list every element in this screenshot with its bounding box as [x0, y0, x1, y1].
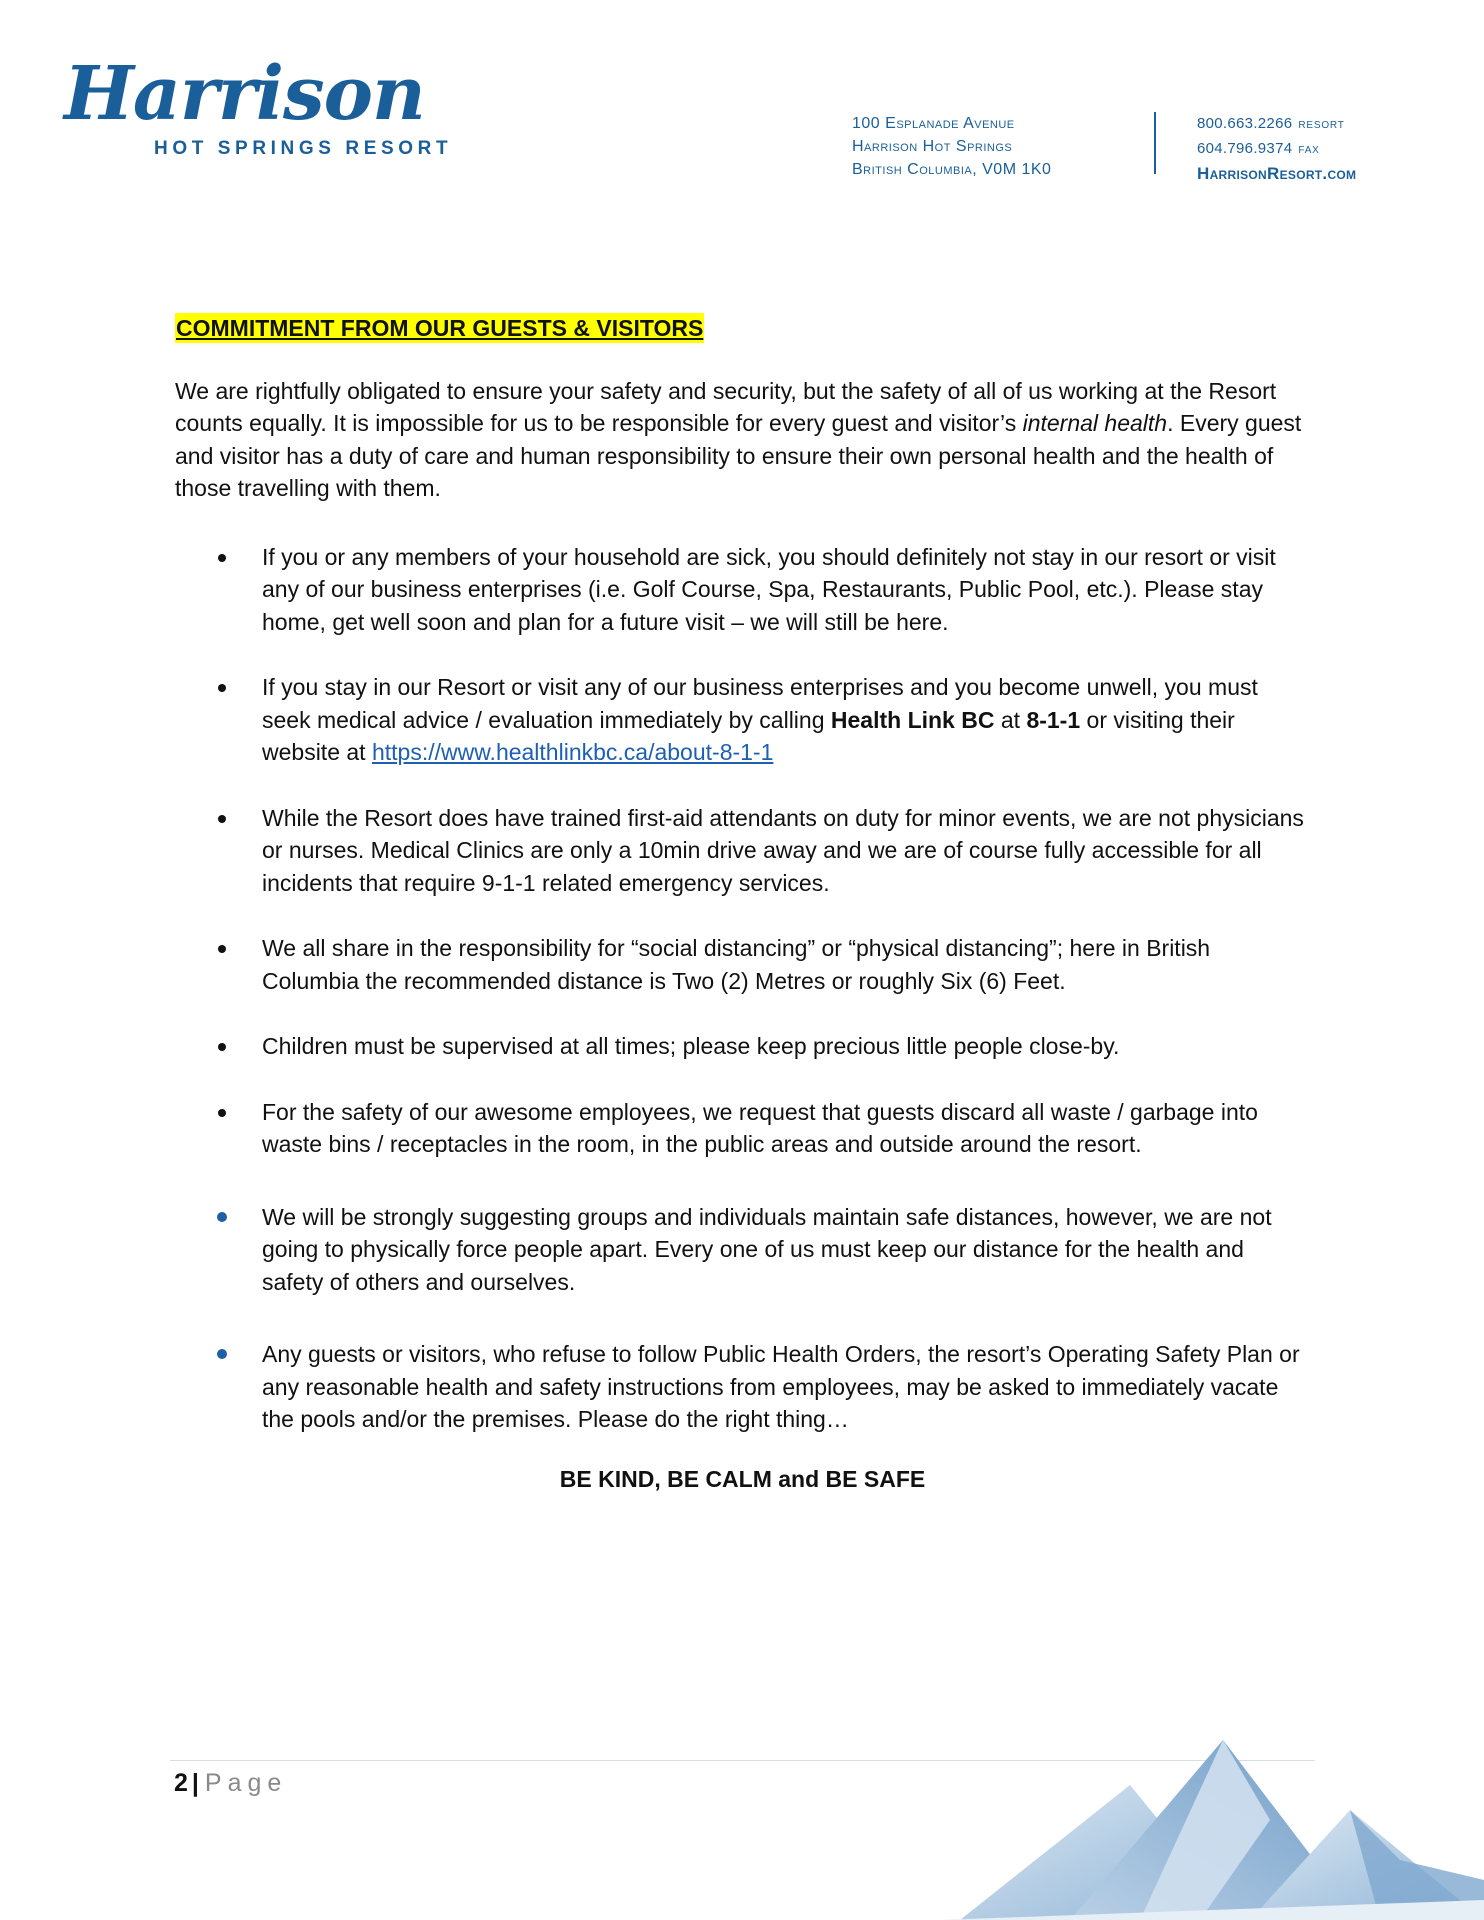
- list-item: [175, 1030, 1310, 1063]
- list-item: [175, 932, 1310, 997]
- contact-block: [1197, 112, 1356, 185]
- list-item-text: Any guests or visitors, who refuse to follow Public Health Orders, the resort’s Operating Safety Plan or any reasonable health and safety instructions from employees, may be asked to immediately vacate the pools and/or the premises. Please do the right thing…: [262, 1341, 1300, 1432]
- address-line-1: 100 Esplanade Avenue: [852, 115, 1015, 132]
- bullet-icon: [218, 1109, 226, 1117]
- healthlink-url[interactable]: https://www.healthlinkbc.ca/about-8-1-1: [371, 739, 774, 765]
- website-link[interactable]: HarrisonResort.com: [1197, 164, 1357, 183]
- mountains-illustration: [940, 1730, 1484, 1920]
- list-item-text: or visiting their website at: [262, 706, 1235, 765]
- logo-wordmark: Harrison: [64, 51, 425, 137]
- list-item-text: If you stay in our Resort or visit any of our business enterprises and you become unwell, you must seek medical advice / evaluation immediately by calling: [262, 674, 1258, 733]
- header-divider: [1154, 112, 1156, 174]
- page-label: Page: [204, 1769, 288, 1797]
- bullet-icon: [218, 1043, 226, 1051]
- bullet-icon: [217, 1349, 227, 1359]
- bullet-icon: [218, 945, 226, 953]
- fax-tag: FAX: [1298, 145, 1320, 156]
- bullet-icon: [217, 1212, 227, 1222]
- page-separator: |: [191, 1769, 199, 1797]
- list-item-text: While the Resort does have trained first-aid attendants on duty for minor events, we are not physicians or nurses. Medical Clinics are only a 10min drive away and we are of course fully accessible for all incidents that require 9-1-1 related emergency services.: [262, 804, 1304, 896]
- list-item: [175, 671, 1310, 769]
- bullet-icon: [218, 815, 226, 823]
- resort-phone-tag: RESORT: [1298, 120, 1345, 131]
- resort-phone-number: 800.663.2266: [1197, 115, 1293, 132]
- resort-phone: [1197, 112, 1356, 137]
- list-item: [175, 541, 1310, 639]
- logo-subtitle: HOT SPRINGS RESORT: [154, 138, 453, 159]
- document-body: [175, 312, 1310, 1495]
- fax-number: [1197, 137, 1356, 162]
- list-item-text: at: [994, 706, 1027, 733]
- list-item: [175, 1096, 1310, 1161]
- page-number: [174, 1768, 287, 1798]
- list-item: [175, 802, 1310, 900]
- intro-text-2: . Every guest and visitor has a duty of care and human responsibility to ensure their own personal health and the health of those travelling with them.: [175, 410, 1302, 501]
- health-link-number: 8-1-1: [1026, 706, 1081, 733]
- resort-logo: [64, 52, 464, 160]
- page-title: COMMITMENT FROM OUR GUESTS & VISITORS: [176, 315, 704, 341]
- list-item-text: We all share in the responsibility for “social distancing” or “physical distancing”; here in British Columbia the recommended distance is Two (2) Metres or roughly Six (6) Feet.: [262, 935, 1211, 994]
- closing-statement: BE KIND, BE CALM and BE SAFE: [559, 1465, 926, 1492]
- list-item-text: For the safety of our awesome employees, we request that guests discard all waste / garbage into waste bins / receptacles in the room, in the public areas and outside around the resort.: [262, 1098, 1258, 1157]
- intro-text-1: We are rightfully obligated to ensure your safety and security, but the safety of all of us working at the Resort counts equally. It is impossible for us to be responsible for every guest and visitor’s: [175, 377, 1277, 436]
- address-line-3: British Columbia, V0M 1K0: [852, 161, 1052, 178]
- intro-italic: internal health: [1022, 410, 1168, 436]
- fax-value: 604.796.9374: [1197, 140, 1293, 157]
- list-item-text: We will be strongly suggesting groups and individuals maintain safe distances, however, we are not going to physically force people apart. Every one of us must keep our distance for the health and safety of others and ourselves.: [262, 1203, 1272, 1295]
- list-item-text: Children must be supervised at all times; please keep precious little people close-by.: [262, 1033, 1120, 1059]
- list-item: [175, 1338, 1310, 1436]
- address-block: [852, 112, 1051, 181]
- address-line-2: Harrison Hot Springs: [852, 138, 1013, 155]
- bullet-icon: [218, 554, 226, 562]
- page-number-value: 2: [174, 1769, 188, 1797]
- bullet-icon: [218, 684, 226, 692]
- list-item: [175, 1201, 1310, 1299]
- intro-paragraph: [175, 375, 1310, 505]
- guidelines-list: [175, 541, 1310, 1436]
- list-item-text: If you or any members of your household are sick, you should definitely not stay in our resort or visit any of our business enterprises (i.e. Golf Course, Spa, Restaurants, Public Pool, etc.). Please stay home, get well soon and plan for a future visit – we will still be here.: [262, 543, 1276, 635]
- health-link-label: Health Link BC: [830, 706, 995, 733]
